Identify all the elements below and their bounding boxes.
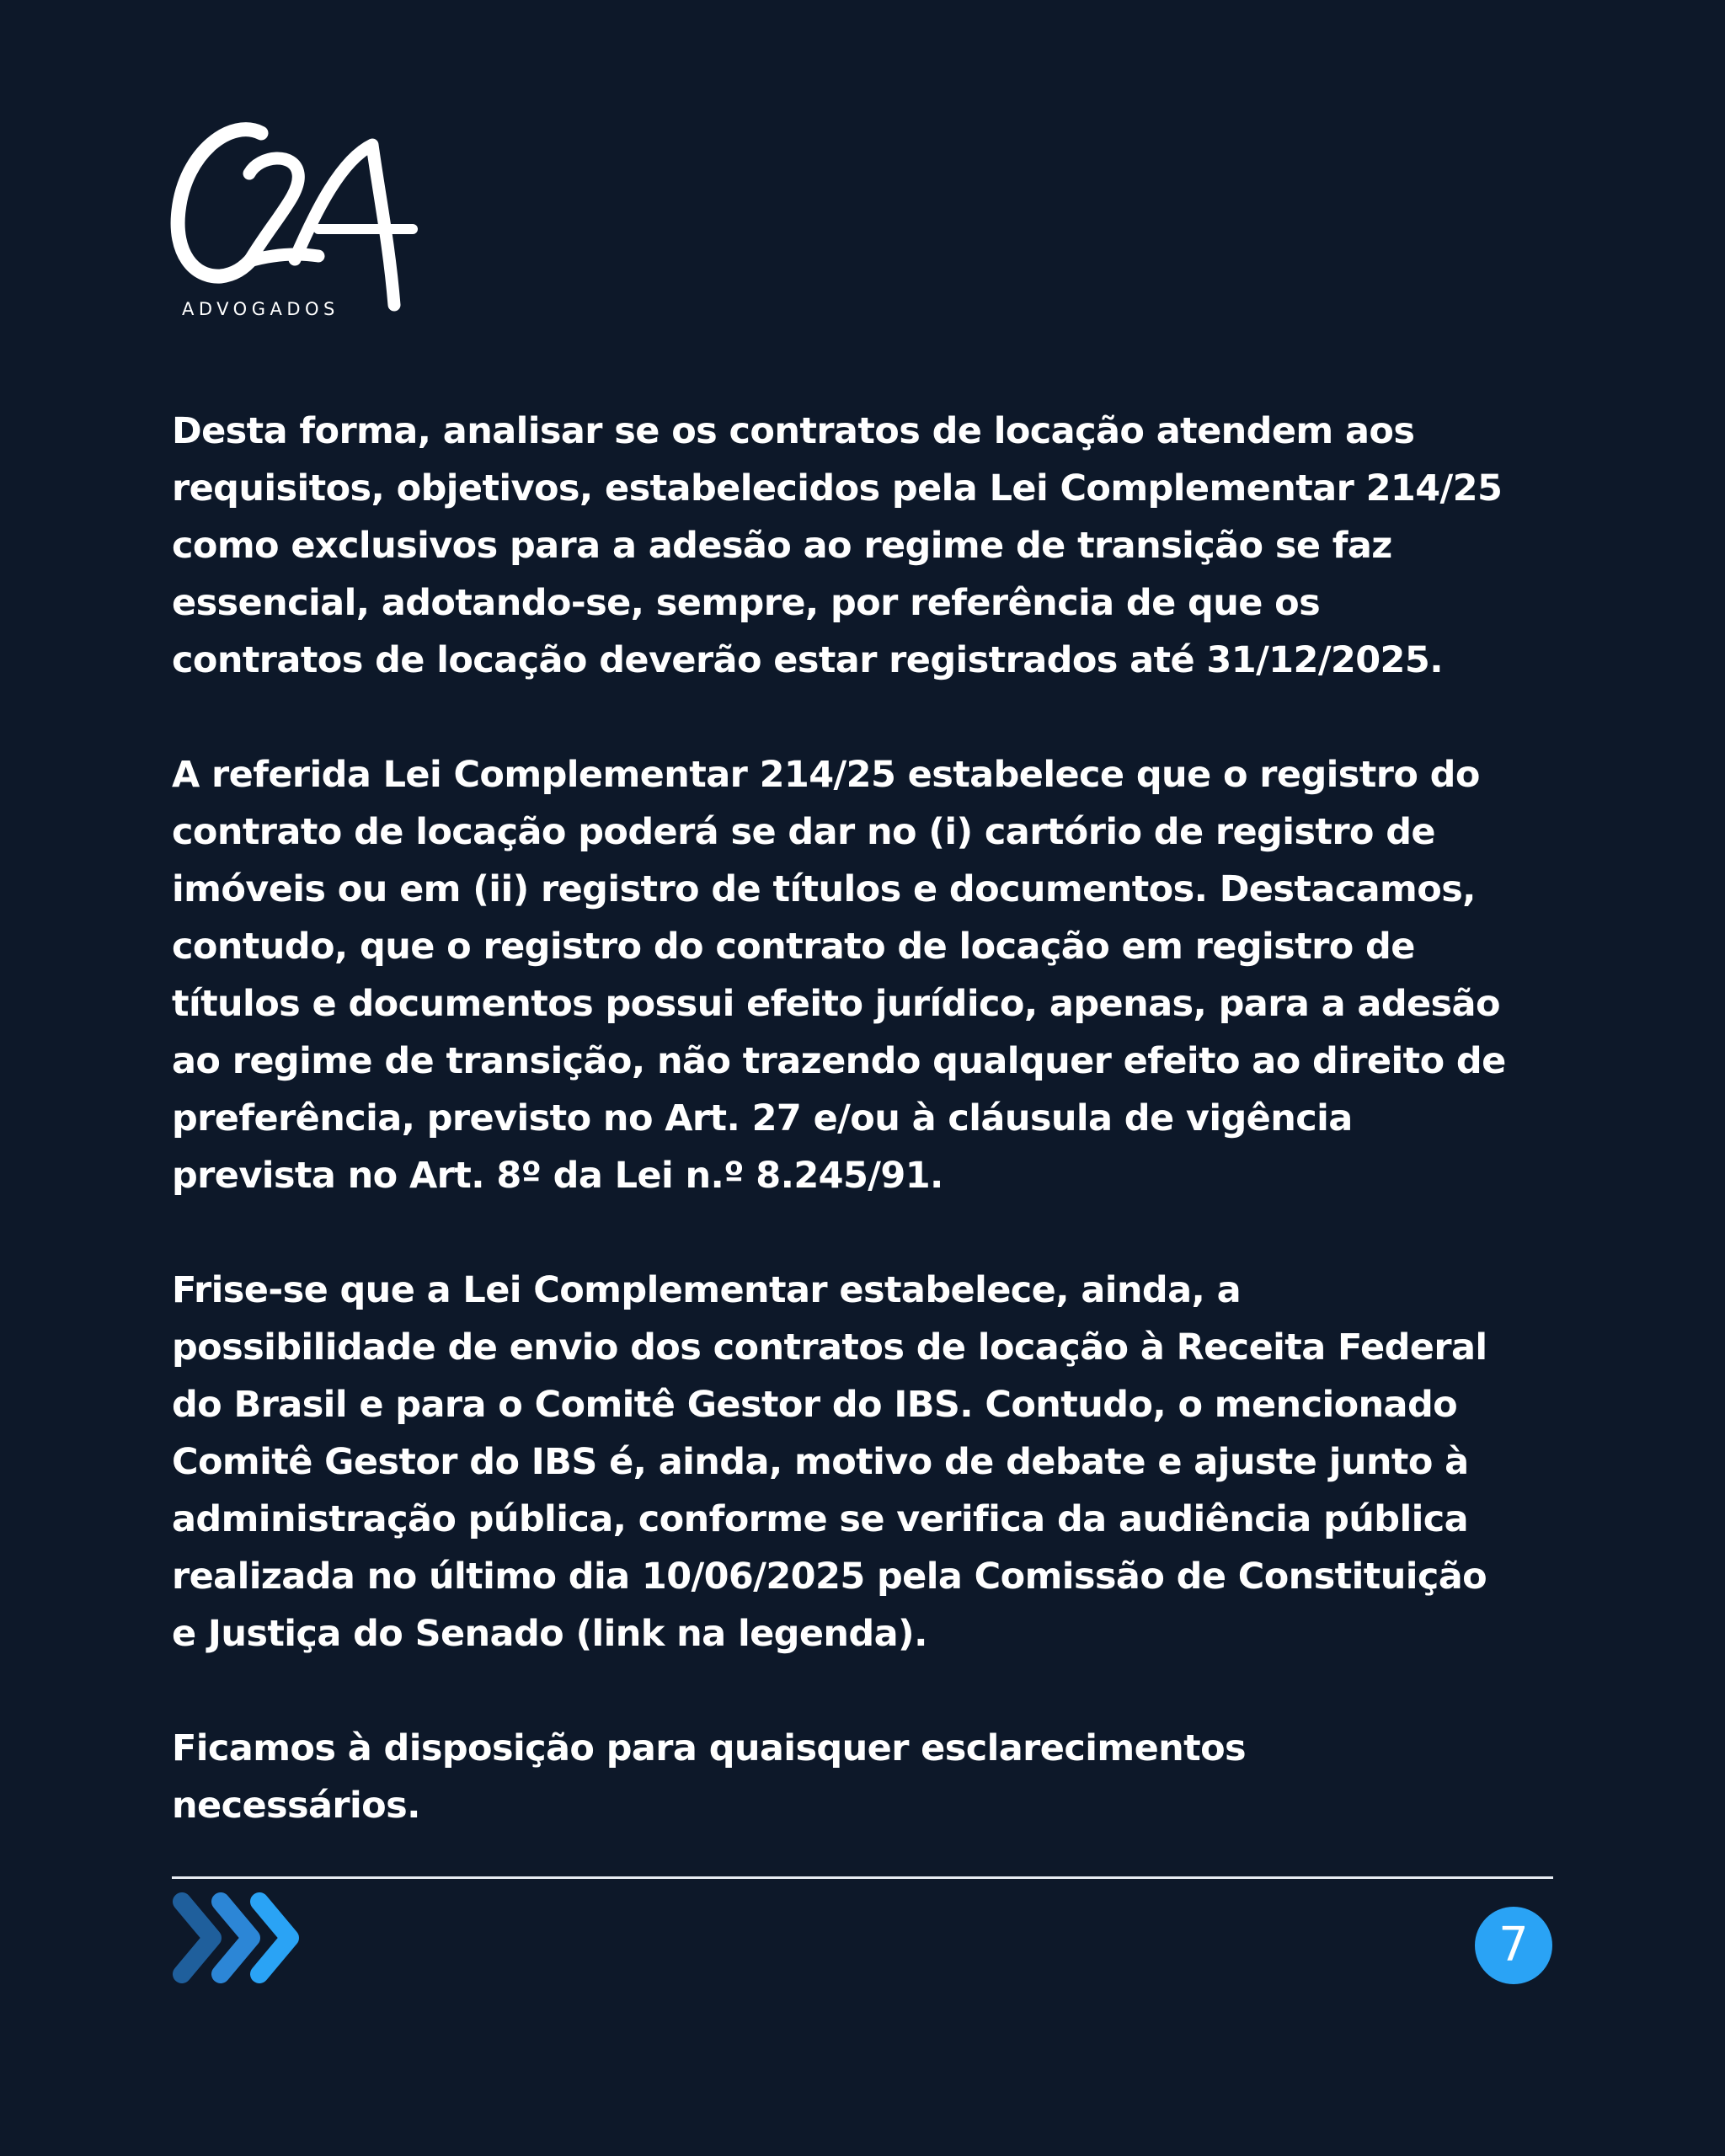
c2a-logo xyxy=(168,118,421,328)
paragraph-3: Frise-se que a Lei Complementar estabelece, ainda, a possibilidade de envio dos contratos de locação à Receita Federal do Brasil e para o Comitê Gestor do IBS. Contudo, o mencionado Comitê Gestor do IBS é, ainda, motivo de debate e ajuste junto à administração pública, conforme se verifica da audiência pública realizada no último dia 10/06/2025 pela Comissão de Constituição e Justiça do Senado (link na legenda). xyxy=(172,1269,1487,1655)
paragraph-1: Desta forma, analisar se os contratos de locação atendem aos requisitos, objetivos, estabelecidos pela Lei Complementar 214/25 como exclusivos para a adesão ao regime de transição se faz essencial, adotando-se, sempre, por referência de que os contratos de locação deverão estar registrados até 31/12/2025. xyxy=(172,410,1503,681)
document-body xyxy=(172,403,1553,1834)
c2a-logo-mark xyxy=(168,118,421,328)
page-number-badge: 7 xyxy=(1475,1907,1552,1984)
logo-subtitle: ADVOGADOS xyxy=(182,299,339,319)
paragraph-4: Ficamos à disposição para quaisquer esclarecimentos necessários. xyxy=(172,1727,1247,1827)
paragraph-2: A referida Lei Complementar 214/25 estabelece que o registro do contrato de locação poderá se dar no (i) cartório de registro de imóveis ou em (ii) registro de títulos e documentos. Destacamos, contudo, que o registro do contrato de locação em registro de títulos e documentos possui efeito jurídico, apenas, para a adesão ao regime de transição, não trazendo qualquer efeito ao direito de preferência, previsto no Art. 27 e/ou à cláusula de vigência prevista no Art. 8º da Lei n.º 8.245/91. xyxy=(172,754,1506,1197)
triple-chevron-right-icon xyxy=(172,1892,315,1984)
footer-divider xyxy=(172,1876,1553,1879)
